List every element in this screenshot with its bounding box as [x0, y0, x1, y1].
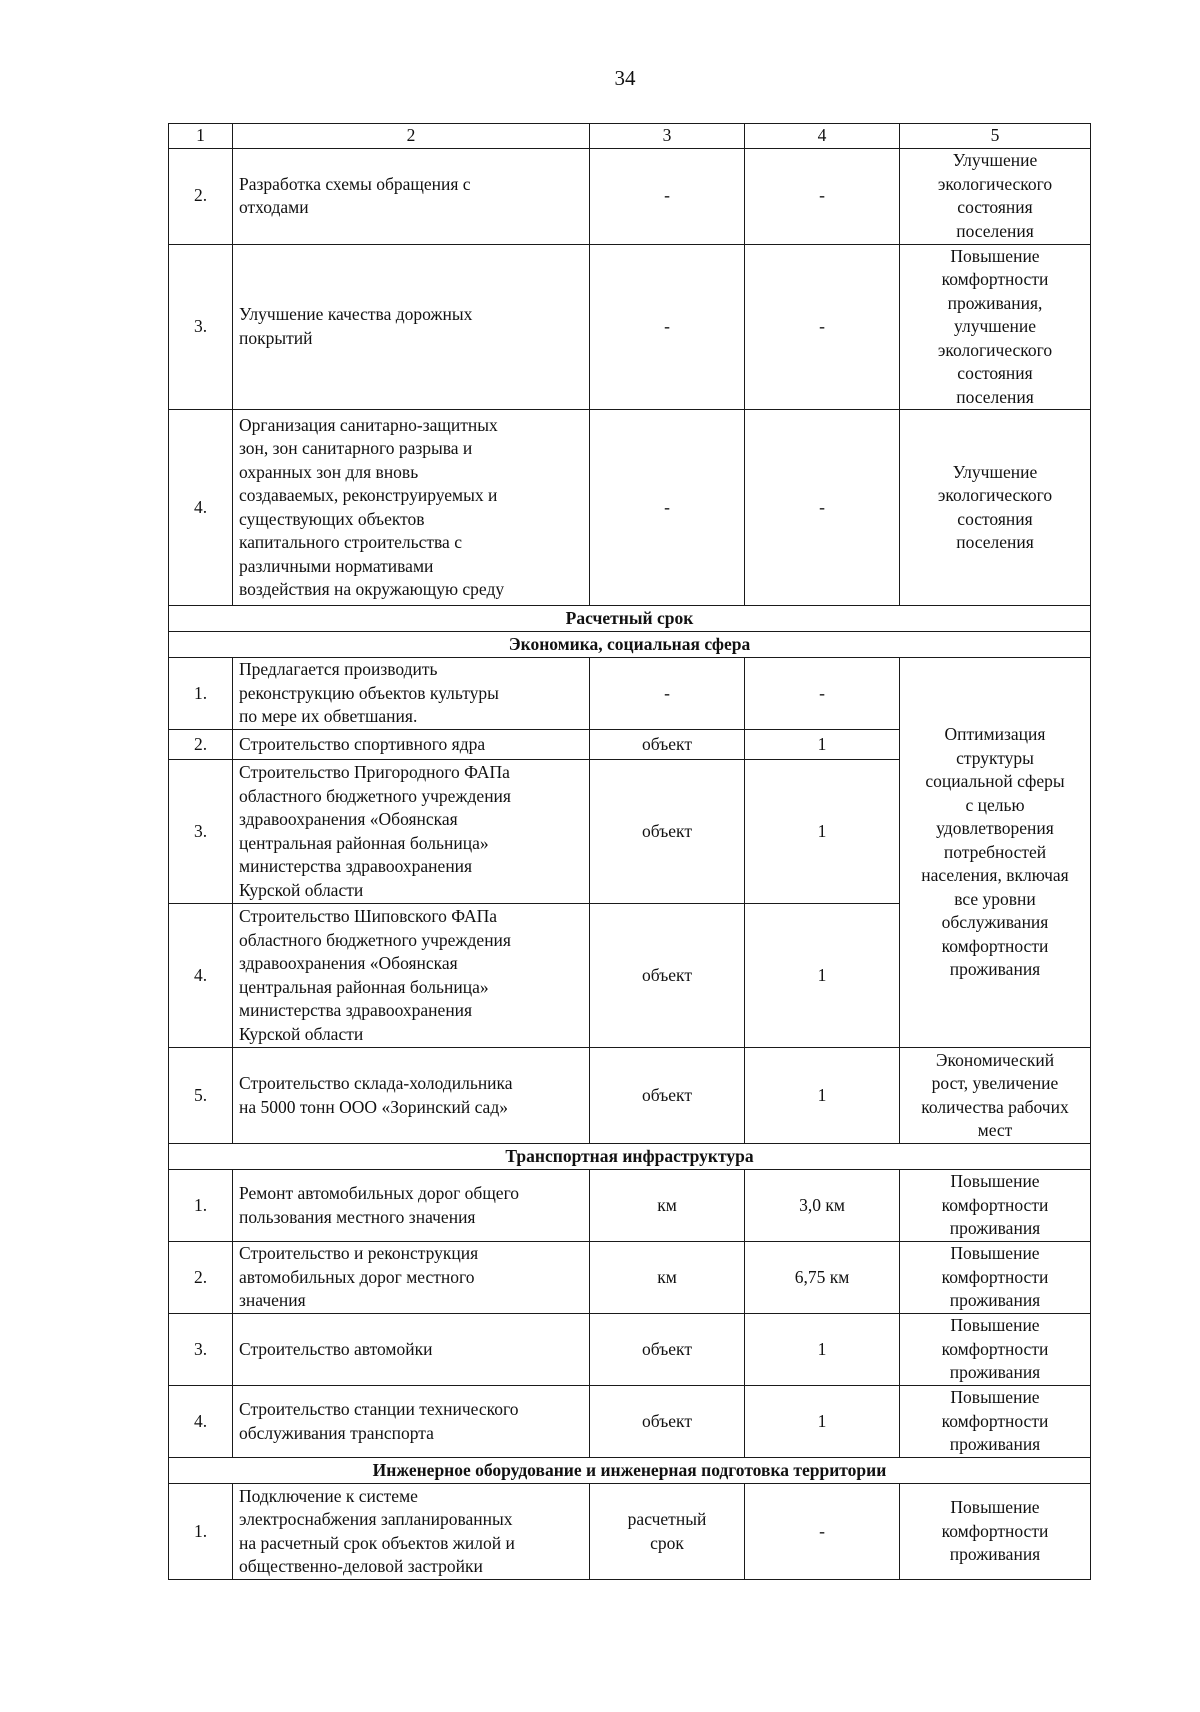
table-row — [169, 1314, 1091, 1386]
value-cell: - — [745, 148, 900, 244]
unit-cell: расчетный срок — [590, 1484, 745, 1580]
value-cell: 1 — [745, 730, 900, 760]
value-cell: 1 — [745, 904, 900, 1048]
row-number: 3. — [169, 244, 233, 410]
measure-name: Предлагается производить реконструкцию объектов культуры по мере их обветшания. — [233, 658, 590, 730]
result-cell: Повышение комфортности проживания — [900, 1386, 1091, 1458]
value-cell: 1 — [745, 760, 900, 904]
row-number: 1. — [169, 658, 233, 730]
unit-cell: - — [590, 148, 745, 244]
row-number: 2. — [169, 1242, 233, 1314]
column-header: 1 — [169, 124, 233, 149]
value-cell: 3,0 км — [745, 1170, 900, 1242]
measures-table — [168, 123, 1091, 1580]
unit-cell: - — [590, 658, 745, 730]
table-row — [169, 1170, 1091, 1242]
row-number: 4. — [169, 410, 233, 606]
row-number: 1. — [169, 1170, 233, 1242]
unit-cell: объект — [590, 730, 745, 760]
measure-name: Подключение к системе электроснабжения запланированных на расчетный срок объектов жилой и общественно-деловой застройки — [233, 1484, 590, 1580]
unit-cell: объект — [590, 904, 745, 1048]
measure-name: Строительство спортивного ядра — [233, 730, 590, 760]
table-header-row — [169, 124, 1091, 149]
measure-name: Строительство станции технического обслуживания транспорта — [233, 1386, 590, 1458]
result-cell: Улучшение экологического состояния поселения — [900, 148, 1091, 244]
result-cell: Повышение комфортности проживания — [900, 1484, 1091, 1580]
row-number: 2. — [169, 730, 233, 760]
value-cell: - — [745, 244, 900, 410]
unit-cell: км — [590, 1170, 745, 1242]
result-cell: Повышение комфортности проживания — [900, 1170, 1091, 1242]
table-row — [169, 1484, 1091, 1580]
value-cell: - — [745, 410, 900, 606]
table-row — [169, 148, 1091, 244]
section-engineering: Инженерное оборудование и инженерная подготовка территории — [169, 1458, 1091, 1484]
table-row — [169, 1048, 1091, 1144]
table-row — [169, 1242, 1091, 1314]
page-number: 34 — [614, 66, 636, 90]
value-cell: 1 — [745, 1048, 900, 1144]
result-cell: Повышение комфортности проживания — [900, 1242, 1091, 1314]
section-row — [169, 1458, 1091, 1484]
unit-cell: - — [590, 244, 745, 410]
result-cell: Улучшение экологического состояния поселения — [900, 410, 1091, 606]
measure-name: Строительство Пригородного ФАПа областного бюджетного учреждения здравоохранения «Обоянская центральная районная больница» министерства здравоохранения Курской области — [233, 760, 590, 904]
table-row — [169, 1386, 1091, 1458]
unit-cell: - — [590, 410, 745, 606]
unit-cell: объект — [590, 760, 745, 904]
table-row — [169, 410, 1091, 606]
value-cell: - — [745, 658, 900, 730]
row-number: 4. — [169, 1386, 233, 1458]
row-number: 1. — [169, 1484, 233, 1580]
merged-result-cell: Оптимизация структуры социальной сферы с целью удовлетворения потребностей населения, включая все уровни обслуживания комфортности проживания — [900, 658, 1091, 1048]
measure-name: Строительство Шиповского ФАПа областного бюджетного учреждения здравоохранения «Обоянская центральная районная больница» министерства здравоохранения Курской области — [233, 904, 590, 1048]
section-row — [169, 632, 1091, 658]
row-number: 5. — [169, 1048, 233, 1144]
measure-name: Ремонт автомобильных дорог общего пользования местного значения — [233, 1170, 590, 1242]
value-cell: 1 — [745, 1386, 900, 1458]
row-number: 4. — [169, 904, 233, 1048]
unit-cell: км — [590, 1242, 745, 1314]
unit-cell: объект — [590, 1386, 745, 1458]
measure-name: Строительство склада-холодильника на 5000 тонн ООО «Зоринский сад» — [233, 1048, 590, 1144]
row-number: 3. — [169, 1314, 233, 1386]
result-cell: Экономический рост, увеличение количества рабочих мест — [900, 1048, 1091, 1144]
column-header: 4 — [745, 124, 900, 149]
result-cell: Повышение комфортности проживания — [900, 1314, 1091, 1386]
value-cell: 1 — [745, 1314, 900, 1386]
section-row — [169, 606, 1091, 632]
value-cell: 6,75 км — [745, 1242, 900, 1314]
section-transport: Транспортная инфраструктура — [169, 1144, 1091, 1170]
measure-name: Улучшение качества дорожных покрытий — [233, 244, 590, 410]
section-calc-term: Расчетный срок — [169, 606, 1091, 632]
value-cell: - — [745, 1484, 900, 1580]
measure-name: Строительство автомойки — [233, 1314, 590, 1386]
section-row — [169, 1144, 1091, 1170]
measure-name: Организация санитарно-защитных зон, зон санитарного разрыва и охранных зон для вновь создаваемых, реконструируемых и существующих объектов капитального строительства с различными нормативами воздействия на окружающую среду — [233, 410, 590, 606]
table-row — [169, 244, 1091, 410]
measure-name: Строительство и реконструкция автомобильных дорог местного значения — [233, 1242, 590, 1314]
section-economy: Экономика, социальная сфера — [169, 632, 1091, 658]
column-header: 2 — [233, 124, 590, 149]
unit-cell: объект — [590, 1048, 745, 1144]
unit-cell: объект — [590, 1314, 745, 1386]
measure-name: Разработка схемы обращения с отходами — [233, 148, 590, 244]
row-number: 3. — [169, 760, 233, 904]
column-header: 5 — [900, 124, 1091, 149]
column-header: 3 — [590, 124, 745, 149]
result-cell: Повышение комфортности проживания, улучшение экологического состояния поселения — [900, 244, 1091, 410]
table-row — [169, 658, 1091, 730]
row-number: 2. — [169, 148, 233, 244]
